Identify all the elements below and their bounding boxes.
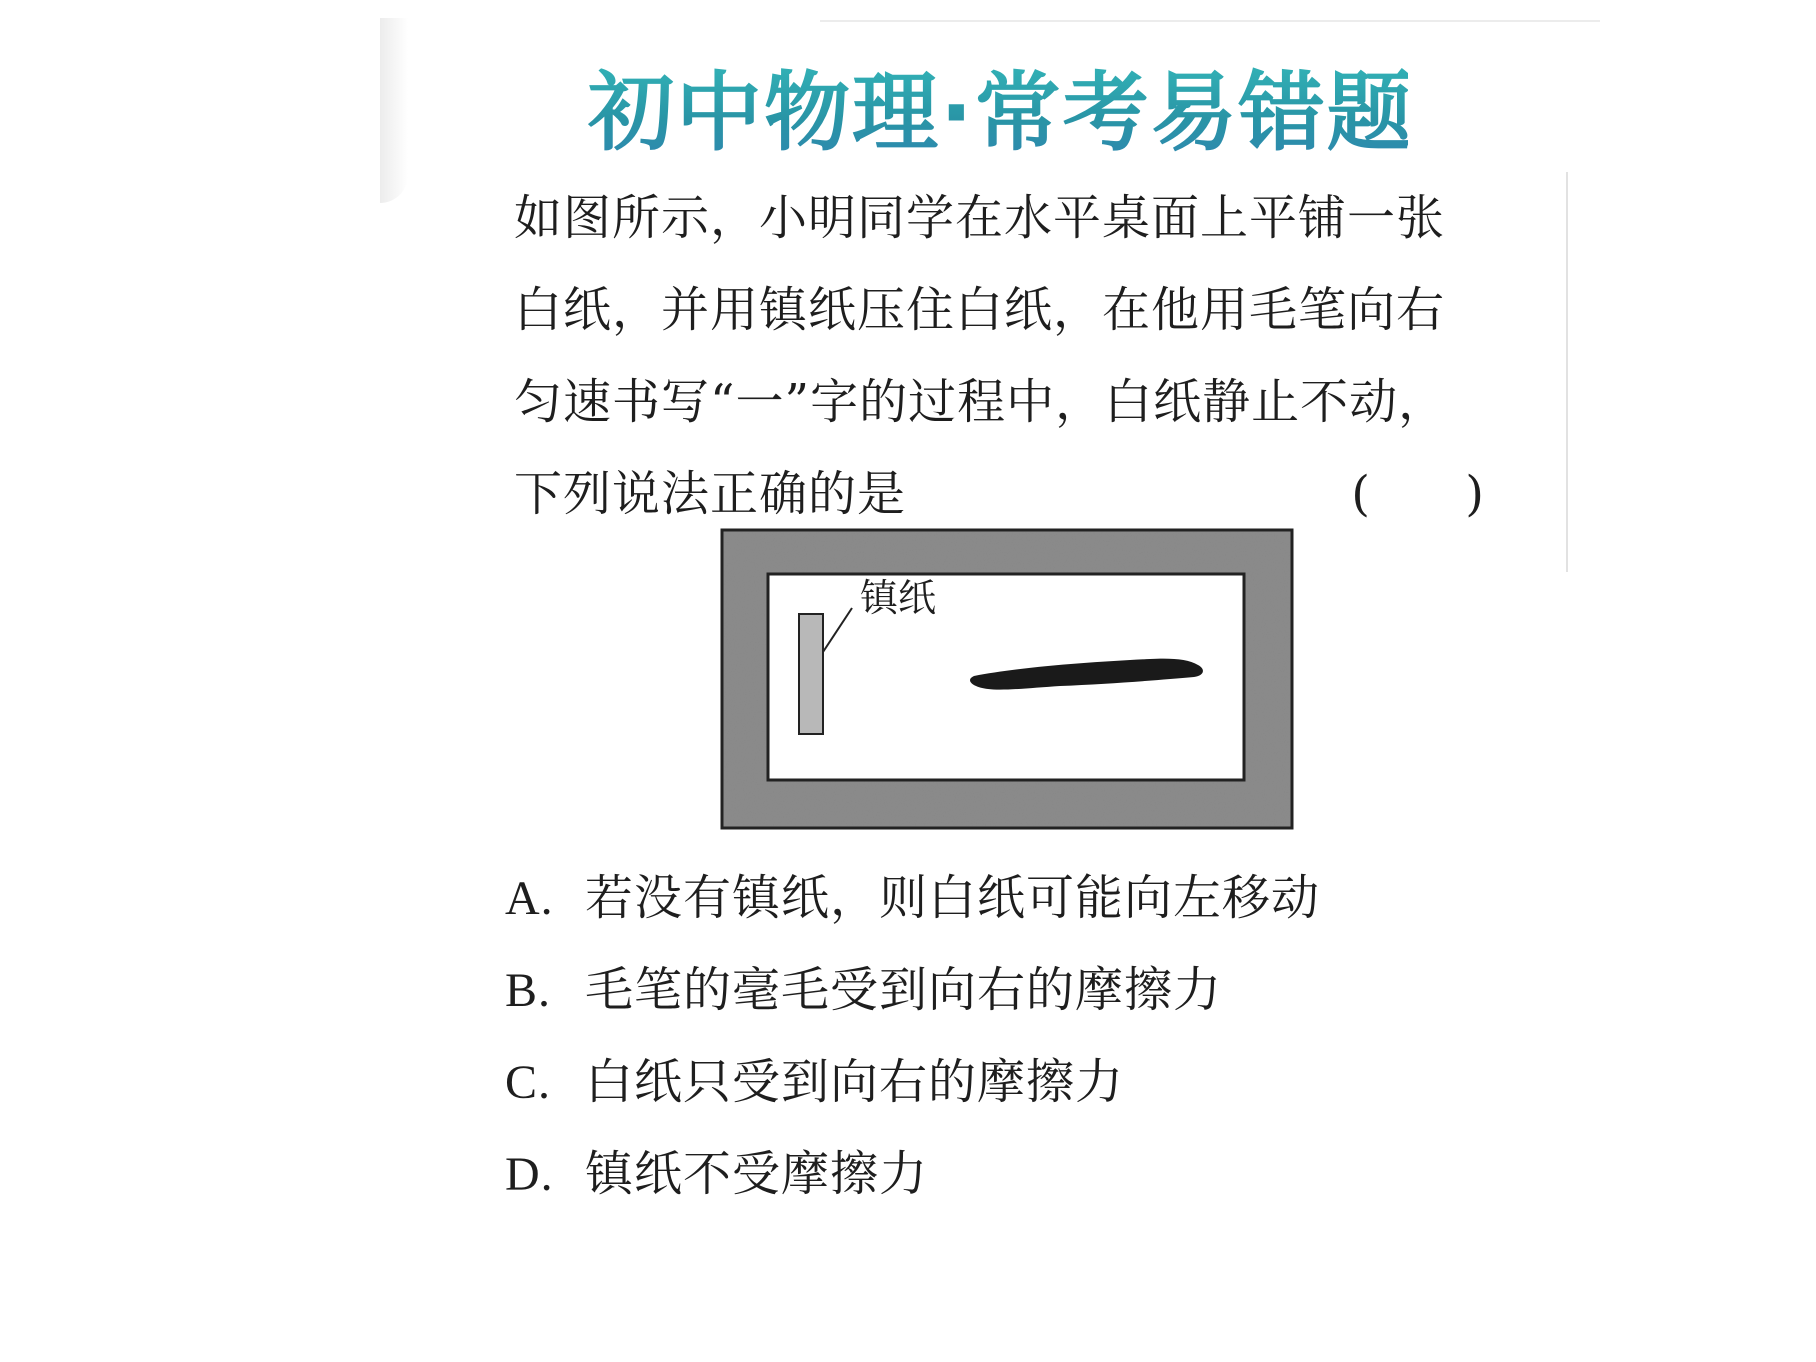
top-rule <box>820 20 1600 22</box>
option-c[interactable] <box>505 1036 1320 1128</box>
right-margin-rule <box>1566 172 1568 572</box>
answer-bracket: ( ) <box>1351 466 1524 522</box>
page-title: 初中物理·常考易错题 <box>588 58 1408 168</box>
figure-svg <box>720 528 1300 838</box>
option-letter: D. <box>505 1148 554 1201</box>
question-line-last <box>514 448 1524 540</box>
option-text: 镇纸不受摩擦力 <box>585 1146 929 1202</box>
page-edge-shadow <box>380 18 408 203</box>
option-a[interactable] <box>505 852 1320 944</box>
question-line: 如图所示，小明同学在水平桌面上平铺一张 <box>514 190 1446 246</box>
question-line: 匀速书写“一”字的过程中，白纸静止不动， <box>514 374 1448 430</box>
paperweight-label: 镇纸 <box>860 576 937 620</box>
figure-desk-paper <box>720 528 1300 842</box>
question-line: 下列说法正确的是 <box>514 466 907 522</box>
option-b[interactable] <box>505 944 1320 1036</box>
option-text: 毛笔的毫毛受到向右的摩擦力 <box>585 962 1223 1018</box>
paperweight <box>799 614 823 734</box>
answer-options <box>505 852 1320 1220</box>
option-letter: A. <box>505 872 554 925</box>
question-stem <box>514 172 1524 540</box>
question-line: 白纸，并用镇纸压住白纸，在他用毛笔向右 <box>514 282 1446 338</box>
option-letter: B. <box>505 964 552 1017</box>
option-text: 白纸只受到向右的摩擦力 <box>585 1054 1125 1110</box>
option-letter: C. <box>505 1056 552 1109</box>
option-text: 若没有镇纸，则白纸可能向左移动 <box>585 870 1321 926</box>
option-d[interactable] <box>505 1128 1320 1220</box>
